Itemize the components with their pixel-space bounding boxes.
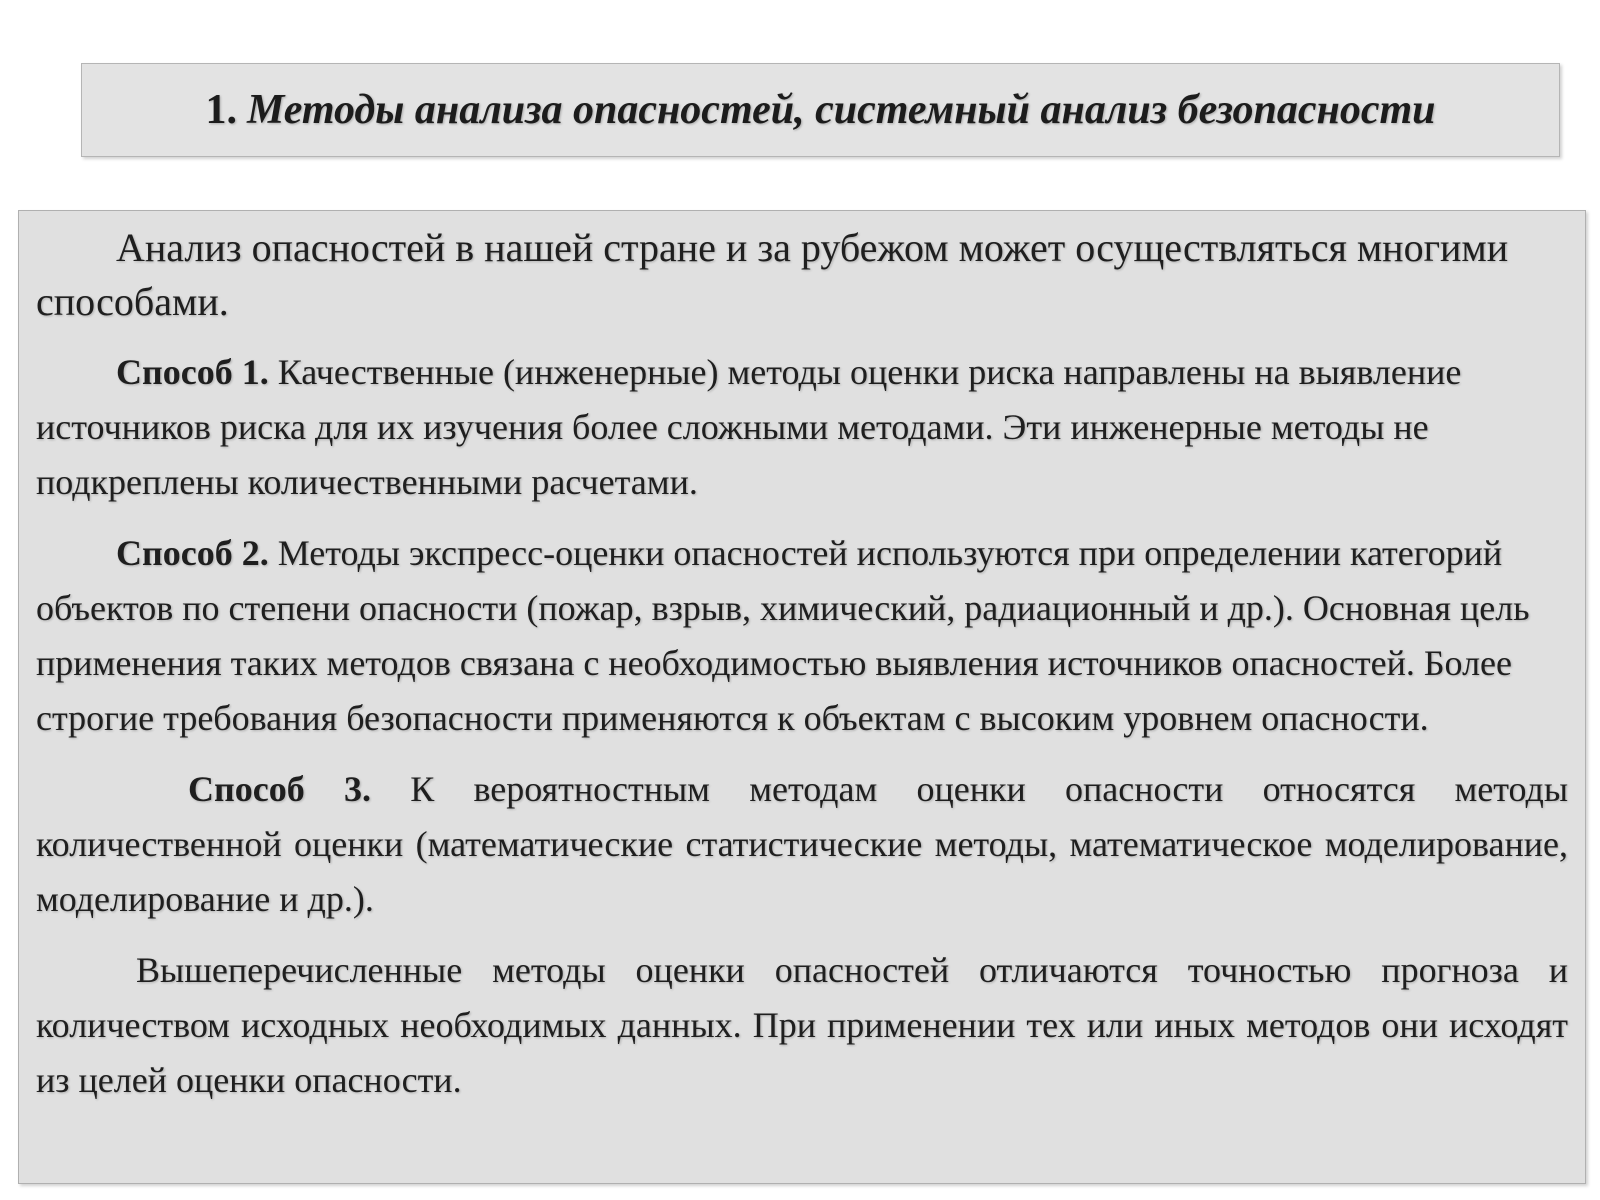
title-text: Методы анализа опасностей, системный анализ безопасности [247,87,1436,133]
method-3-paragraph [36,762,1568,927]
method-1-label: Способ 1. [116,352,269,392]
method-3-text: К вероятностным методам оценки опасности относятся методы количественной оценки (математические статистические методы, математическое моделирование, моделирование и др.). [36,769,1569,919]
method-1-paragraph [36,345,1568,510]
content-panel [18,210,1586,1184]
slide-title [81,63,1560,157]
method-2-paragraph [36,526,1568,746]
title-number: 1. [205,87,237,133]
method-2-label: Способ 2. [116,533,269,573]
conclusion-paragraph: Вышеперечисленные методы оценки опасностей отличаются точностью прогноза и количеством исходных необходимых данных. При применении тех или иных методов они исходят из целей оценки опасности. [36,950,1568,1100]
intro-paragraph: Анализ опасностей в нашей стране и за рубежом может осуществляться многими способами. [36,225,1509,324]
method-2-text: Методы экспресс-оценки опасностей используются при определении категорий объектов по степени опасности (пожар, взрыв, химический, радиационный и др.). Основная цель применения таких методов связана с необходимостью выявления источников опасностей. Более строгие требования безопасности применяются к объектам с высоким уровнем опасности. [36,533,1530,738]
method-3-label: Способ 3. [188,769,371,809]
method-1-text: Качественные (инженерные) методы оценки риска направлены на выявление источников риска для их изучения более сложными методами. Эти инженерные методы не подкреплены количественными расчетами. [36,352,1462,502]
